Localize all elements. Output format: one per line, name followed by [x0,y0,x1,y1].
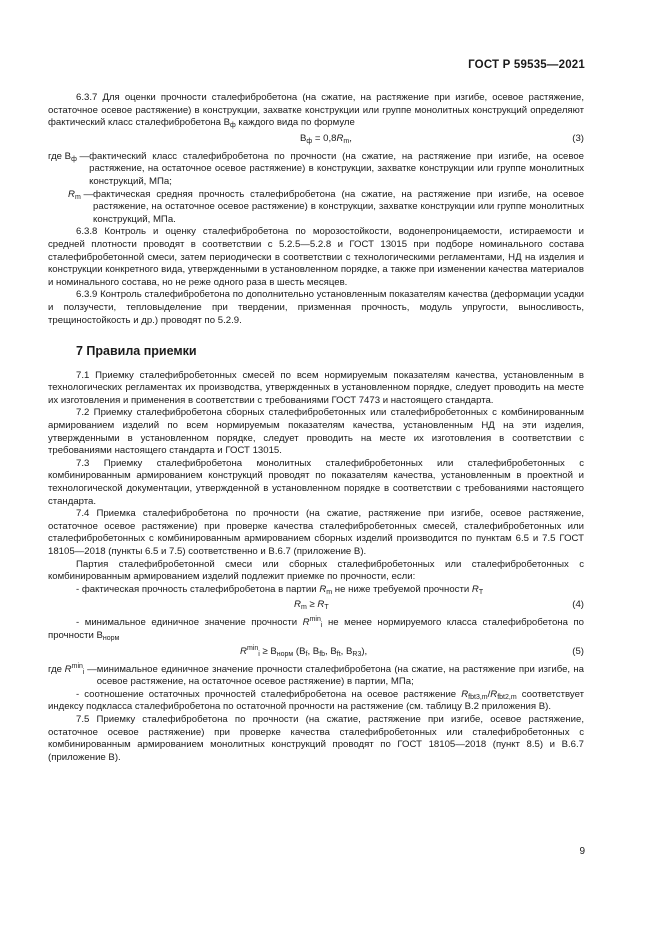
formula-4 [48,599,584,614]
document-body [48,92,584,764]
list-item-actual-strength: - фактическая прочность сталефибробетона в партии $R_m$ не ниже требуемой прочности $R_T$ [76,583,484,596]
paragraph-7-4: 7.4 Приемка сталефибробетона по прочности (на сжатие, растяжение при изгибе, осевое растяжение, остаточное осевое растяжение) при проверке качества сталефибробетонных смесей, сталефибробетонных или сталефибробетонных с комбинированным армированием сборных изделий производится по пунктам 6.5 и 7.5 ГОСТ 18105—2018 (пункты 6.5 и 7.5) соответственно и В.6.7 (приложение В). [48,508,584,557]
definition-r-i-min: где $R^{min}_i$ — минимальное единичное значение прочности сталефибробетона (на сжатие, на растяжение при изгибе, на осевое растяжение, на остаточное осевое растяжение) в партии, МПа; [48,662,584,688]
standard-code-header: ГОСТ Р 59535—2021 [468,59,585,71]
paragraph-7-2: 7.2 Приемку сталефибробетона сборных сталефибробетонных или сталефибробетонных с комбинированным армированием изделий по всем нормируемым показателям качества, установленным НД на эти изделия, утвержденными в установленном порядке, следует проводить на месте их изготовления в соответствии с требованиями настоящего стандарта и ГОСТ 13015. [48,407,584,457]
formula-4-number: (4) [572,599,584,611]
section-7-title: 7 Правила приемки [76,344,197,359]
formula-3-expression: $В_ф = 0,8R_m$, [300,132,352,145]
formula-5-expression: $R^{min}_i \ge В_{норм}$ ($В_f$, $В_{fb}$, $В_{ft}$, $В_{R3}$), [240,644,368,658]
list-item-min-strength: - минимальное единичное значение прочности $R^{min}_i$ не менее нормируемого класса сталефибробетона по прочности $В_{норм}$ [48,616,584,642]
definition-r-m: $R_m$ — фактическая средняя прочность сталефибробетона (на сжатие, на растяжение при изгибе, на осевое растяжение, на остаточное осевое растяжение) в конструкции, захватке конструкции или группе монолитных конструкций, МПа. [68,188,584,225]
paragraph-6-3-7: 6.3.7 Для оценки прочности сталефибробетона (на сжатие, на растяжение при изгибе, осевое растяжение, остаточное осевое растяжение) в конструкции, захватке конструкции или группе монолитных конструкций определяют фактический класс сталефибробетона $В_ф$ каждого вида по формуле [48,92,584,130]
paragraph-6-3-9: 6.3.9 Контроль сталефибробетона по дополнительно установленным показателям качества (деформации усадки и ползучести, тепловыделение при твердении, призменная прочность, модуль упругости, выносливость, трещиностойкость и др.) проводят по 5.2.9. [48,289,584,326]
paragraph-6-3-8: 6.3.8 Контроль и оценку сталефибробетона по морозостойкости, водонепроницаемости, истираемости и средней плотности проводят в соответствии с 5.2.5—5.2.8 и ГОСТ 13015 при подборе номинального состава сталефибробетонной смеси, затем периодически в соответствии с технологическими регламентами, НД на изделия и конструкции конкретного вида, утвержденными в установленном порядке, а также при изменении качества материалов и номинального состава, но не реже одного раза в шесть месяцев. [48,226,584,288]
paragraph-7-1: 7.1 Приемку сталефибробетонных смесей по всем нормируемым показателям качества, установленным в технологических регламентах их производства, утвержденных в установленном порядке, следует проводить на месте их изготовления и применения в соответствии с требованиями ГОСТ 7473 и настоящего стандарта. [48,369,584,406]
definition-b-f: где $В_ф$ — фактический класс сталефибробетона по прочности (на сжатие, на растяжение при изгибе, на осевое растяжение, на остаточное осевое растяжение) в конструкции, захватке конструкции или группе монолитных конструкций, МПа; [48,150,584,187]
formula-5-number: (5) [572,645,584,657]
formula-3-number: (3) [572,132,584,144]
paragraph-7-4-batch: Партия сталефибробетонной смеси или сборных сталефибробетонных или сталефибробетонных с комбинированным армированием изделий подлежит приемке по прочности, если: [48,558,584,583]
formula-3 [48,133,584,148]
formula-5 [48,646,584,661]
page-number: 9 [579,846,585,857]
list-item-residual-ratio: - соотношение остаточных прочностей сталефибробетона на осевое растяжение $R_{fbt3,m}/R_{fbt2,m}$ соответствует индексу подкласса сталефибробетона по остаточной прочности на растяжение (см. таблицу В.2 приложения В). [48,688,584,713]
paragraph-7-5: 7.5 Приемку сталефибробетона по прочности (на сжатие, растяжение при изгибе, осевое растяжение, остаточное осевое растяжение) при проверке качества сталефибробетонных или сталефибробетонных с комбинированным армированием монолитных конструкций проводят по ГОСТ 18105—2018 (пункт 8.5) и В.6.7 (приложение В). [48,713,584,763]
paragraph-7-3: 7.3 Приемку сталефибробетона монолитных сталефибробетонных или сталефибробетонных с комбинированным армированием конструкций проводят по показателям качества, установленным в проектной и технологической документации, утвержденной в установленном порядке в соответствии с требованиями настоящего стандарта. [48,457,584,507]
formula-4-expression: $R_m \ge R_T$ [294,599,329,612]
